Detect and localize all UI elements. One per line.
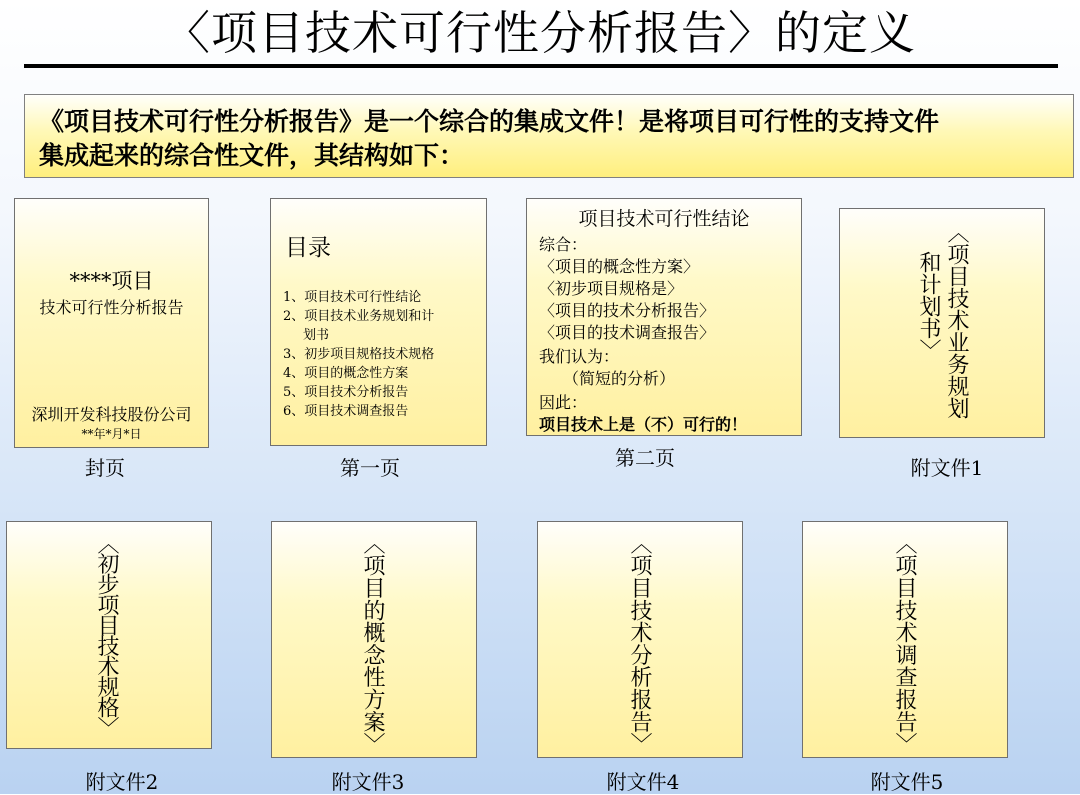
attach4-caption: 附文件4	[606, 770, 680, 794]
intro-box	[24, 94, 1074, 178]
toc-item: 4、项目的概念性方案	[283, 366, 409, 381]
page2-conclusion: 项目技术上是（不）可行的！	[539, 415, 748, 434]
toc-item: 划书	[303, 328, 330, 343]
cover-caption: 封页	[85, 456, 125, 480]
attach3-text: 〈项目的概念性方案〉	[360, 532, 385, 755]
attach1-text-col2: 和计划书〉	[916, 251, 941, 361]
attach4-card	[537, 521, 743, 758]
attach5-text: 〈项目技术调查报告〉	[892, 532, 917, 755]
page2-line: 综合：	[539, 235, 588, 254]
attach5-caption: 附文件5	[870, 770, 944, 794]
page2-line: 〈初步项目规格是〉	[539, 279, 684, 298]
page1-card	[270, 198, 487, 446]
attach2-card	[6, 521, 212, 749]
page-title: 〈项目技术可行性分析报告〉的定义	[164, 6, 916, 60]
attach5-card	[802, 521, 1008, 758]
cover-project-name: ****项目	[69, 269, 154, 293]
toc-heading: 目录	[285, 235, 331, 261]
page1-caption: 第一页	[340, 456, 400, 480]
page2-card	[526, 198, 802, 436]
attach3-card	[271, 521, 477, 758]
cover-card	[14, 198, 209, 448]
title-underline	[24, 64, 1058, 68]
toc-item: 6、项目技术调查报告	[283, 404, 409, 419]
page2-line: 〈项目的概念性方案〉	[539, 257, 700, 276]
attach4-text: 〈项目技术分析报告〉	[627, 532, 652, 755]
cover-company: 深圳开发科技股份公司	[31, 405, 192, 424]
page2-line: 我们认为：	[539, 347, 620, 366]
attach2-text: 〈初步项目技术规格〉	[94, 532, 119, 737]
page2-line: 〈项目的技术分析报告〉	[539, 301, 716, 320]
attach1-card	[839, 208, 1045, 438]
attach1-caption: 附文件1	[910, 456, 984, 480]
page2-caption: 第二页	[615, 446, 675, 470]
attach3-caption: 附文件3	[331, 770, 405, 794]
toc-item: 3、初步项目规格技术规格	[283, 347, 435, 362]
attach1-text-col1: 〈项目技术业务规划	[944, 221, 969, 419]
page2-line: 〈项目的技术调查报告〉	[539, 323, 716, 342]
page2-line: 因此：	[539, 393, 588, 412]
intro-line-1: 《项目技术可行性分析报告》是一个综合的集成文件！是将项目可行性的支持文件	[39, 107, 940, 136]
toc-item: 1、项目技术可行性结论	[283, 290, 422, 305]
toc-item: 2、项目技术业务规划和计	[283, 309, 435, 324]
toc-item: 5、项目技术分析报告	[283, 385, 409, 400]
attach2-caption: 附文件2	[85, 770, 159, 794]
intro-line-2: 集成起来的综合性文件，其结构如下：	[39, 141, 465, 170]
cover-subtitle: 技术可行性分析报告	[39, 298, 184, 317]
page2-line: （简短的分析）	[563, 369, 676, 388]
cover-date: **年*月*日	[81, 427, 142, 441]
page2-heading: 项目技术可行性结论	[578, 208, 750, 230]
